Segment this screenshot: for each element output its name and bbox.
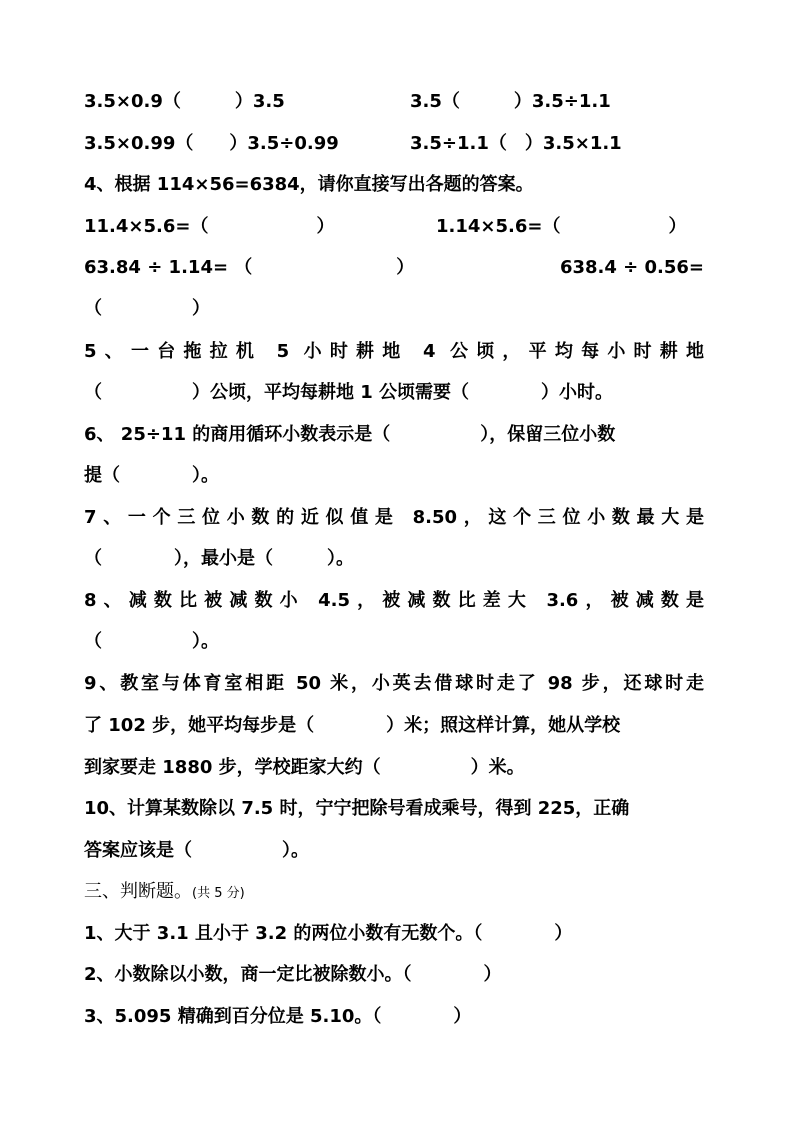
line-compare-1a: 3.5×0.9（ ）3.5 bbox=[84, 91, 285, 112]
question-4-d-blank: （ ） bbox=[84, 298, 210, 319]
section-3-title: 三、判断题。 bbox=[84, 881, 192, 902]
judge-1: 1、大于 3.1 且小于 3.2 的两位小数有无数个。（ ） bbox=[84, 923, 573, 944]
question-7-line2: （ ），最小是（ ）。 bbox=[84, 548, 354, 569]
question-4-d: 638.4 ÷ 0.56= bbox=[559, 257, 704, 278]
question-10-line1: 10、计算某数除以 7.5 时，宁宁把除号看成乘号，得到 225，正确 bbox=[84, 798, 630, 819]
question-8-line1: 8、减数比被减数小 4.5，被减数比差大 3.6，被减数是 bbox=[84, 590, 704, 611]
judge-2: 2、小数除以小数，商一定比被除数小。（ ） bbox=[84, 964, 502, 985]
question-4-c: 63.84 ÷ 1.14= （ ） bbox=[84, 257, 415, 278]
question-6-line1: 6、 25÷11 的商用循环小数表示是（ ），保留三位小数 bbox=[84, 424, 616, 445]
question-8-line2: （ ）。 bbox=[84, 631, 219, 652]
question-6-line2: 提（ ）。 bbox=[84, 465, 219, 486]
question-9-line2: 了 102 步，她平均每步是（ ）米；照这样计算，她从学校 bbox=[84, 715, 621, 736]
section-3-points: (共 5 分) bbox=[192, 886, 245, 901]
question-9-line1: 9、教室与体育室相距 50 米，小英去借球时走了 98 步，还球时走 bbox=[84, 673, 704, 694]
line-compare-2a: 3.5×0.99（ ）3.5÷0.99 bbox=[84, 133, 339, 154]
question-4-b: 1.14×5.6=（ ） bbox=[436, 216, 687, 237]
question-7-line1: 7、一个三位小数的近似值是 8.50，这个三位小数最大是 bbox=[84, 507, 704, 528]
question-4: 4、根据 114×56=6384，请你直接写出各题的答案。 bbox=[84, 174, 534, 195]
question-5-line1: 5、一台拖拉机 5 小时耕地 4 公顷，平均每小时耕地 bbox=[84, 341, 704, 362]
question-5-line2: （ ）公顷，平均每耕地 1 公顷需要（ ）小时。 bbox=[84, 382, 614, 403]
line-compare-1b: 3.5（ ）3.5÷1.1 bbox=[410, 91, 611, 112]
line-compare-2b: 3.5÷1.1（ ）3.5×1.1 bbox=[410, 133, 622, 154]
question-4-a: 11.4×5.6=（ ） bbox=[84, 216, 335, 237]
question-10-line2: 答案应该是（ ）。 bbox=[84, 840, 309, 861]
section-3-heading bbox=[84, 881, 704, 905]
question-9-line3: 到家要走 1880 步，学校距家大约（ ）米。 bbox=[84, 757, 525, 778]
judge-3: 3、5.095 精确到百分位是 5.10。（ ） bbox=[84, 1006, 472, 1027]
